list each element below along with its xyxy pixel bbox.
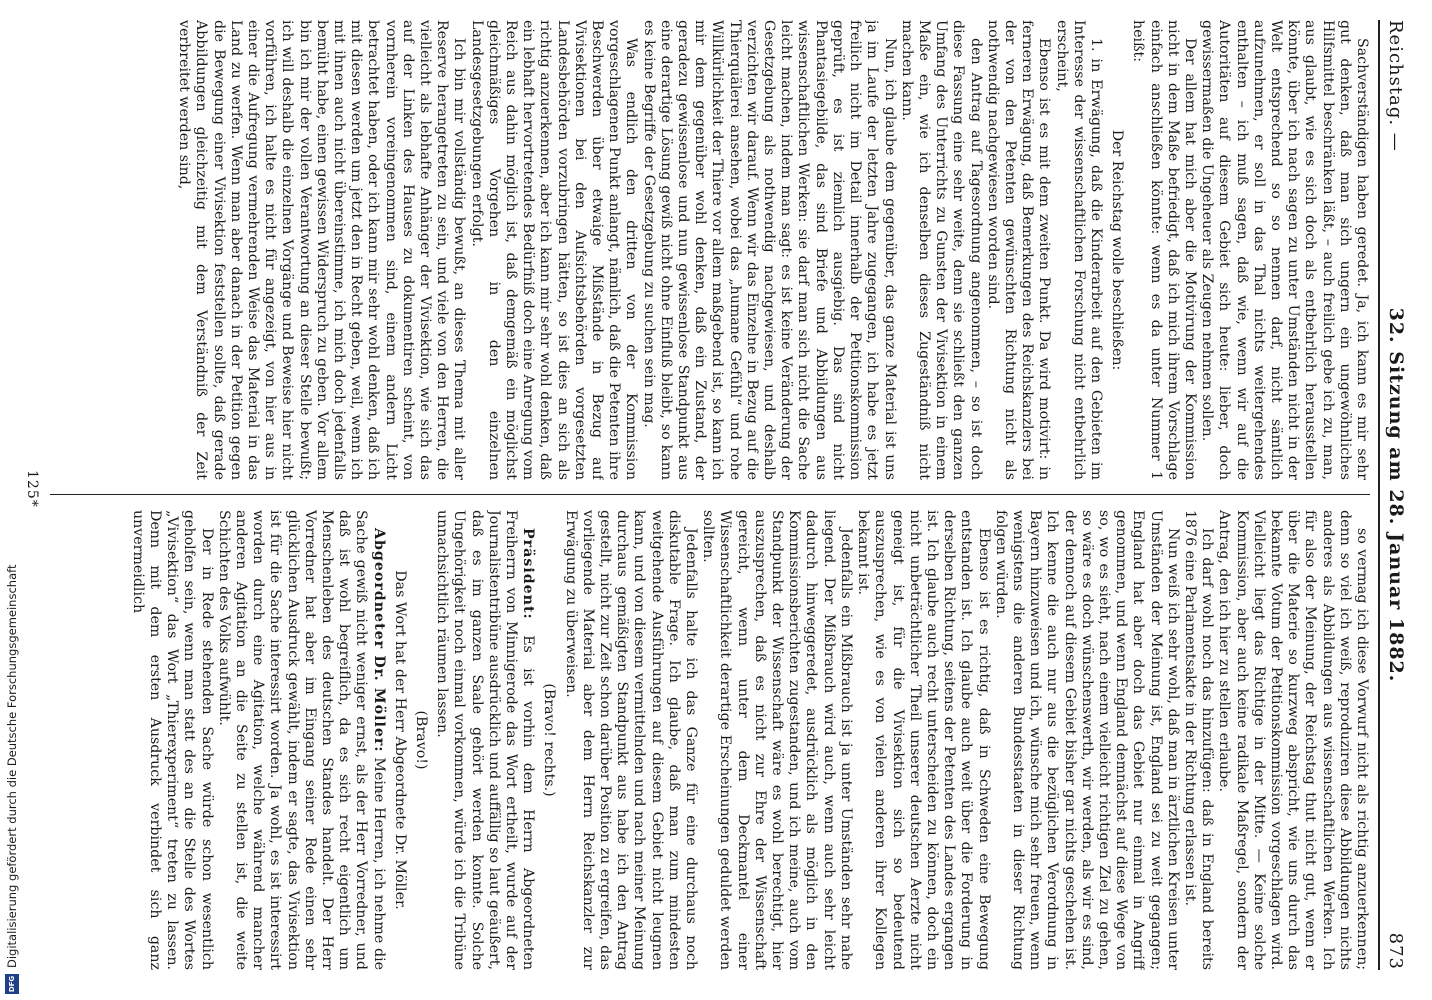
- paragraph: Jedenfalls ein Mißbrauch ist ja unter Umständen sehr nahe liegend. Der Mißbrauch wird auch, wenn auch sehr leicht dadurch hinweggeredet, ausdrücklich als möglich in den Kommissionsberichten zugestanden, und ich meine, auch vom Standpunkt der Wissenschaft wäre es wohl berechtigt, hier auszusprechen, daß es nicht zur Ehre der Wissenschaft gereicht, wenn unter dem Deckmantel einer Wissenschaftlichkeit derartige Erscheinungen geduldet werden sollten.: [700, 510, 854, 970]
- credit-text: Digitalisierung gefördert durch die Deutsche Forschungsgemeinschaft: [5, 564, 19, 968]
- header-session-title: 32. Sitzung am 28. Januar 1882.: [1385, 307, 1407, 683]
- right-column: [50, 510, 1370, 970]
- paragraph: Der in Rede stehenden Sache würde schon wesentlich geholfen sein, wenn man statt des an die Stelle des Wortes „Vivisektion“ das Wort „Thierexperiment“ treten zu lassen. Denn mit dem ersten Ausdruck verbindet sich ganz unvermeidlich: [129, 510, 215, 970]
- left-column: [50, 20, 1370, 480]
- resolution-heading: Der Reichstag wolle beschließen:: [1109, 129, 1126, 371]
- moeller-statement: [215, 510, 387, 970]
- speaker-label: Abgeordneter Dr. Möller:: [370, 528, 387, 753]
- paragraph: Was endlich den dritten von der Kommission vorgeschlagenen Punkt anlangt, nämlich, daß die Petenten ihre Beschwerden über etwaige Mißstände in Bezug auf Vivisektionen bei den Aufsichtsbehörden vorgesetzten Landesbehörden vorzubringen hätten, so ist dies an sich als richtig anzuerkennen, aber ich kann mir sehr wohl denken, daß ein lebhaft hervortretendes Bedürfniß doch eine Anregung vom Reich aus dahin möglich ist, daß demgemäß ein möglichst gleichmäßiges Vorgehen in den einzelnen Landesgesetzgebungen erfolgt.: [468, 20, 640, 480]
- column-divider: [50, 494, 1370, 495]
- page-header: [1378, 20, 1412, 970]
- speech-text: Es ist vorhin dem Herrn Abgeordneten Freiherrn von Minnigerode das Wort ertheilt, wurde auf der Journalistentribüne ausdrücklich und auffällig so laut geäußert, daß es im ganzen Saale gehört werden konnte. Solche Ungehörigkeit noch einmal vorkommen, würde ich die Tribüne unnachsichtlich räumen lassen.: [434, 510, 537, 970]
- paragraph: Nun weiß ich sehr wohl, daß man in ärztlichen Kreisen unter Umständen der Meinung ist, England sei zu weit gegangen; England hat aber doch das Gebiet nur einmal in Angriff genommen, und wenn England demnächst auf diese Wege von so, wo es sieht, nach einem vielleicht richtigen Ziel zu gehen, so wäre es doch wünschenswerth, wir werden, als wir es sind, der dennoch auf diesem Gebiet bisher gar nichts geschehen ist. Ich kenne die auch nur aus die bezüglichen Verordnung in Bayern hinzuweisen und ich, wünsche mich sehr freuen, wenn wenigstens die anderen Bundesstaaten in dieser Richtung folgen würden.: [992, 510, 1181, 970]
- paragraph: Ich darf wohl noch das hinzufügen: daß in England bereits 1876 eine Parlamentsakte in der Richtung erlassen ist.: [1181, 510, 1216, 970]
- floor-announcement: Das Wort hat der Herr Abgeordnete Dr. Möller.: [391, 570, 408, 910]
- page-number: 873: [1385, 932, 1407, 970]
- paragraph: den Antrag auf Tagesordnung angenommen, – so ist doch diese Fassung eine sehr weite, denn sie schließt den ganzen Umfang des Unterrichts zu Gunsten der Vivisektion in einem Maße ein, wie ich denselben dieses Zugeständniß nicht machen kann.: [898, 20, 984, 480]
- dfg-logo-icon: DFG: [5, 974, 19, 994]
- paragraph: Ebenso ist es richtig, daß in Schweden eine Bewegung entstanden ist. Ich glaube auch weit über die Forderung in derselben Richtung, seitens der Petenten des Landes ergangen ist. Ich glaube auch recht unterscheiden zu können, doch ein nicht unbeträchtlicher Theil unserer deutschen Aerzte nicht geneigt ist, für die Vivisektion sich so bedeutend auszusprechen, wie es von vielen anderen ihrer Kollegen bekannt ist.: [855, 510, 992, 970]
- speaker-label: Präsident:: [520, 528, 537, 620]
- paragraph: so vermag ich diese Vorwurf nicht als richtig anzuerkennen; denn so viel ich weiß, reproduziren diese Abbildungen nichts anderes als Abbildungen aus wissenschaftlichen Werken. Ich für also der Meinung, der Reichstag thut nicht gut, wenn er über die Materie so kurzweg abspricht, wie uns durch das bekannte Votum der Petitionskommission vorgeschlagen wird. Vielleicht liegt das Richtige in der Mitte. — Keine solche Kommission, aber auch keine radikale Maßregel, sondern der Antrag, den ich hier zu stellen erlaube.: [1216, 510, 1370, 970]
- applause-note: (Bravo! rechts.): [541, 683, 558, 797]
- signature-mark: 125*: [24, 470, 40, 508]
- paragraph: Sachverständigen haben geredet. Ja, ich kann es mir sehr gut denken, daß man sich ungern ein ungewöhnliches Hilfsmittel beschränken läßt, – auch freilich gebe ich zu, man, aus glaubt, wie es sich doch als entbehrlich herausstellen könnte, über ich nach sagen zu unter Umständen nicht in der Welt entsprechend so so nennen darf, nicht sämtlich aufzunehmen, er soll in das Thal nichts weitergehendes enthalten – ich muß sagen, daß wie, wenn wir auf die Autoritäten auf diesem Gebiet sich heute: lieber, doch gewissermaßen die Ungeheuer als Zeugen nehmen sollen.: [1199, 20, 1370, 480]
- paragraph: Nun, ich glaube dem gegenüber, das ganze Material ist uns ja im Laufe der letzten Jahre zugegangen, ich habe es jetzt freilich nicht im Detail innerhalb der Petitionskommission geprüft, es ist ziemlich ausgiebig. Das sind nicht Phantasiegebilde, das sind Briefe und Abbildungen aus wissenschaftlichen Werken: sie darf man sich nicht die Sache leicht machen, indem man sagt: es ist keine Veränderung der Gesetzgebung als nothwendig nachgewiesen, und deshalb verzichten wir darauf. Wenn wir das Einzelne in Bezug auf die Thierquälerei ansehen, wobei das „humane Gefühl“ und rohe Willkürlichkeit der Thiere vor allem maßgebend ist, so kann ich mir dem gegenüber wohl denken, daß ein Zustand, der geradezu gewissenlose und nun gewissenlose Standpunkt aus eine derartige Lösung gewiß nicht ohne Einfluß bleibt, so kann es keine Begriffe der Gesetzgebung zu suchen sein mag.: [640, 20, 898, 480]
- speech-text: Meine Herren, ich nehme die Sache gewiß nicht weniger ernst, als der Herr Vorredner, und daß ist wohl begreiflich, da es sich recht eigentlich um Menschenleben des deutschen Standes handelt. Der Herr Vorredner hat aber im Eingang seiner Rede einen sehr glücklichen Ausdruck gewählt, indem er sagte, das Vivisektion ist für die Sache interessirt worden. Ja wohl, es ist interessirt worden durch eine Agitation, welche während mancher anderen Agitation an die Seite zu stellen ist, die weite Schichten des Volks aufwühlt.: [215, 510, 387, 970]
- header-left: Reichstag. —: [1385, 20, 1407, 152]
- applause-note: (Bravo!): [413, 710, 430, 770]
- president-statement: [433, 510, 536, 970]
- paragraph: Ebenso ist es mit dem zweiten Punkt. Da wird motivirt: in ferneren Erwägung, daß Bemerkungen des Reichskanzlers bei der von den Petenten gewünschten Richtung nicht als nothwendig nachgewiesen worden sind.: [984, 20, 1053, 480]
- paragraph: Ich bin mir vollständig bewußt, an dieses Thema mit aller Reserve herangetreten zu sein, und viele von den Herren, die vielleicht als lebhafte Anhänger der Vivisektion, wie sich das auf der Linken des Hauses zu dokumentiren scheint, von vornherein voreingenommen sind, einem andern Licht betrachtet haben, oder ich kann mir sehr wohl denken, daß ich mit diesen werden um jetzt den in Recht geben, weil, wenn ich mit ihnen auch nicht übereinstimme, ich mich doch jedenfalls bemüht habe, einen gewissen Widerspruch zu geben. Vor allem bin ich mir der vollen Verantwortung an dieser Stelle bewußt; ich will deshalb die einzelnen Vorgänge und Beweise hier nicht vorführen, ich halte es nicht für angezeigt, von hier aus in einer die Aufregung vermehrenden Weise das Material in das Land zu werfen. Wenn man aber danach in der Petition gegen die Bewegung einer Vivisektion feststellen sollte, daß gerade Abbildungen gleichzeitig mit dem Verständniß der Zeit verbreitet werden sind,: [176, 20, 468, 480]
- text-columns: [50, 20, 1370, 970]
- paragraph: Jedenfalls halte ich das Ganze für eine durchaus noch diskutable Frage. Ich glaube, daß man zum mindesten weitgehende Ausführungen auf diesem Gebiet nicht leugnen kann, und von diesem vermittelnden und nach meiner Meinung durchaus gemäßigten Standpunkt aus habe ich den Antrag gestellt, nicht zur Zeit schon darüber Position zu ergreifen, das vorliegende Material aber dem Herrn Reichskanzler zur Erwägung zu überweisen.: [562, 510, 700, 970]
- paragraph: 1. in Erwägung, daß die Kinderarbeit auf den Gebieten im Interesse der wissenschaftlichen Forschung nicht entbehrlich erscheint,: [1053, 20, 1104, 480]
- paragraph: Der allem hat mich aber die Motivirung der Kommission nicht in dem Maße befriedigt, daß ich mich ihrem Vorschlage einfach anschließen könnte: wenn es da unter Nummer 1 heißt:: [1130, 20, 1198, 480]
